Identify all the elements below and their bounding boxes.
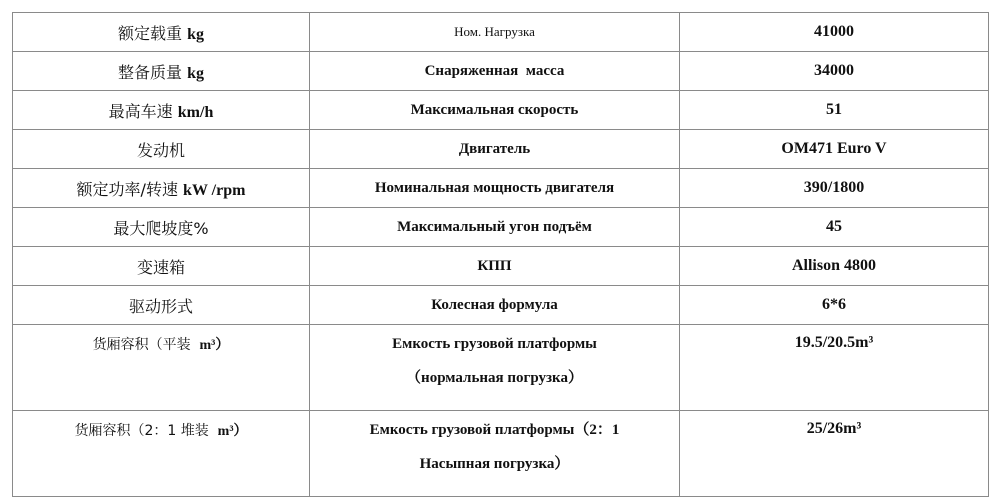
param-ru <box>310 411 680 497</box>
param-cn-label: 最大爬坡度% <box>113 218 209 238</box>
table-row <box>13 325 989 411</box>
param-cn-label: 货厢容积（2：1 堆装 <box>74 423 209 439</box>
param-cn-label: 额定功率/转速 <box>76 179 178 199</box>
param-ru-line: Емкость грузовой платформы <box>392 336 597 352</box>
param-cn <box>13 411 310 497</box>
param-ru: Ном. Нагрузка <box>310 13 680 52</box>
table-row <box>13 208 989 247</box>
param-ru-line: （нормальная погрузка） <box>406 370 583 386</box>
param-cn <box>13 91 310 130</box>
param-value: 41000 <box>680 13 989 52</box>
param-value: 6*6 <box>680 286 989 325</box>
param-value: 34000 <box>680 52 989 91</box>
param-ru: Колесная формула <box>310 286 680 325</box>
param-cn <box>13 208 310 247</box>
table-row <box>13 130 989 169</box>
table-row <box>13 286 989 325</box>
param-ru: Максимальная скорость <box>310 91 680 130</box>
param-cn <box>13 52 310 91</box>
table-row <box>13 13 989 52</box>
table-row <box>13 169 989 208</box>
table-row <box>13 91 989 130</box>
param-value: OM471 Euro V <box>680 130 989 169</box>
param-unit: kg <box>187 64 204 82</box>
param-cn-label: 变速箱 <box>136 257 185 277</box>
table-row <box>13 411 989 497</box>
param-value: 19.5/20.5m³ <box>680 325 989 411</box>
param-unit: m³） <box>217 424 248 439</box>
param-cn <box>13 247 310 286</box>
param-ru: Максимальный угон подъём <box>310 208 680 247</box>
param-ru-line: Емкость грузовой платформы（2：1 <box>369 422 620 438</box>
param-ru: КПП <box>310 247 680 286</box>
param-ru <box>310 325 680 411</box>
param-ru: Снаряженная масса <box>310 52 680 91</box>
param-value: Allison 4800 <box>680 247 989 286</box>
param-ru: Двигатель <box>310 130 680 169</box>
param-unit: kW /rpm <box>183 181 246 199</box>
param-cn-label: 发动机 <box>136 140 185 160</box>
param-cn-label: 驱动形式 <box>128 296 193 316</box>
param-cn <box>13 130 310 169</box>
param-ru: Номинальная мощность двигателя <box>310 169 680 208</box>
param-cn <box>13 325 310 411</box>
spec-table <box>12 12 989 497</box>
param-unit: kg <box>187 25 204 43</box>
param-cn-label: 货厢容积（平装 <box>92 337 191 353</box>
param-cn <box>13 13 310 52</box>
param-cn-label: 整备质量 <box>117 62 182 82</box>
param-unit: km/h <box>177 103 214 121</box>
param-cn <box>13 169 310 208</box>
table-row <box>13 52 989 91</box>
param-ru-line: Насыпная погрузка） <box>419 456 570 472</box>
param-cn-label: 额定载重 <box>117 23 182 43</box>
param-unit: m³） <box>199 338 230 353</box>
param-cn-label: 最高车速 <box>108 101 173 121</box>
param-value: 25/26m³ <box>680 411 989 497</box>
param-value: 390/1800 <box>680 169 989 208</box>
param-cn <box>13 286 310 325</box>
table-row <box>13 247 989 286</box>
param-value: 45 <box>680 208 989 247</box>
param-value: 51 <box>680 91 989 130</box>
